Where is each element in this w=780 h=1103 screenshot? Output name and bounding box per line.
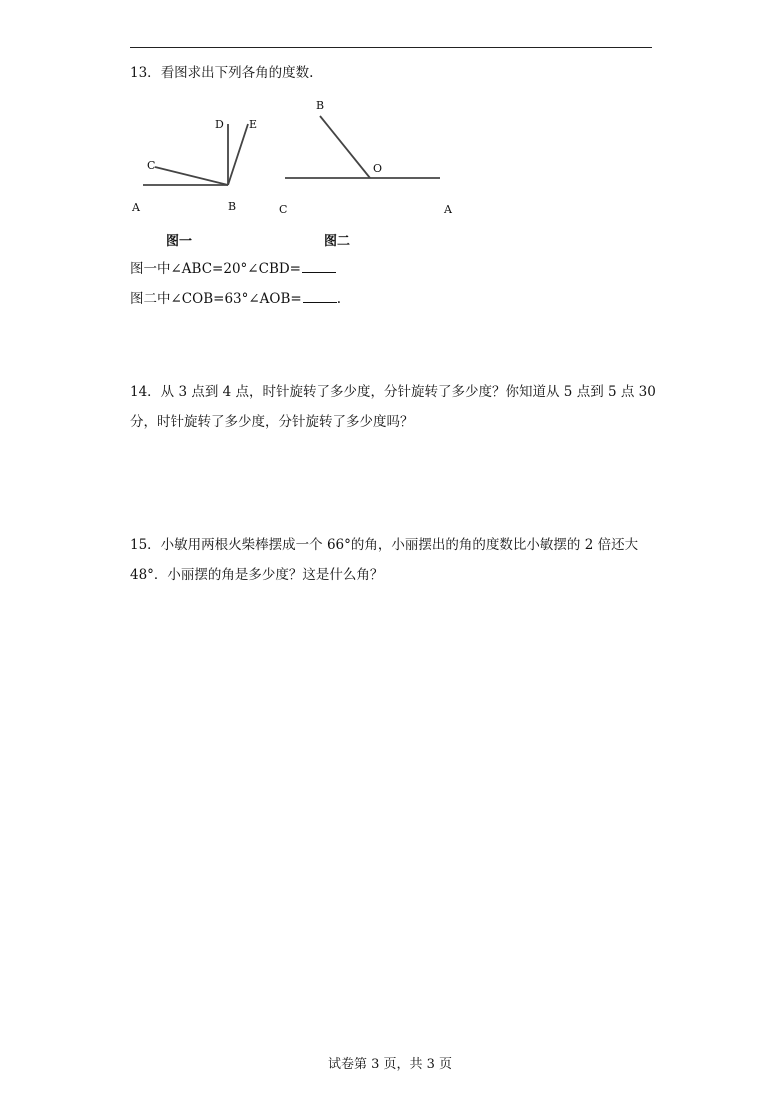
question-13-line-2-end: .: [336, 291, 342, 307]
fig2-label-b: B: [316, 99, 325, 112]
fig1-label-c: C: [147, 159, 156, 172]
question-14-line-2: 分，时针旋转了多少度，分针旋转了多少度吗？: [130, 414, 414, 430]
question-13-number: 13．: [130, 65, 161, 81]
fig2-label-o: O: [373, 162, 383, 175]
fig1-label-d: D: [215, 118, 224, 131]
answer-blank-aob[interactable]: [303, 290, 337, 303]
question-13-prompt: 看图求出下列各角的度数.: [160, 65, 314, 81]
fig1-label-b: B: [228, 200, 237, 213]
question-15-line-2: 48°．小丽摆的角是多少度？这是什么角？: [130, 567, 384, 583]
fig1-label-e: E: [249, 118, 258, 131]
question-15-line-1: 15．小敏用两根火柴棒摆成一个 66°的角，小丽摆出的角的度数比小敏摆的 2 倍还大: [130, 537, 639, 553]
fig2-label-a: A: [444, 203, 452, 216]
question-13-line-1: [130, 258, 336, 280]
question-14-line-1: 14．从 3 点到 4 点，时针旋转了多少度，分针旋转了多少度？你知道从 5 点到 5 点 30: [130, 384, 656, 400]
ray-ob: [320, 116, 370, 178]
question-13-line-2-text: 图二中∠COB=63°∠AOB=: [130, 291, 302, 307]
fig2-caption: 图二: [324, 234, 351, 249]
page-footer: 试卷第 3 页，共 3 页: [327, 1057, 453, 1072]
question-13-line-2: [130, 288, 341, 310]
figure-1-diagram: [0, 0, 780, 260]
ray-be: [228, 124, 248, 185]
ray-bc: [155, 167, 228, 185]
answer-blank-cbd[interactable]: [302, 260, 336, 273]
fig1-label-a: A: [132, 201, 140, 214]
question-13-line-1-text: 图一中∠ABC=20°∠CBD=: [130, 261, 301, 277]
fig1-caption: 图一: [166, 234, 193, 249]
fig2-label-c: C: [279, 203, 288, 216]
